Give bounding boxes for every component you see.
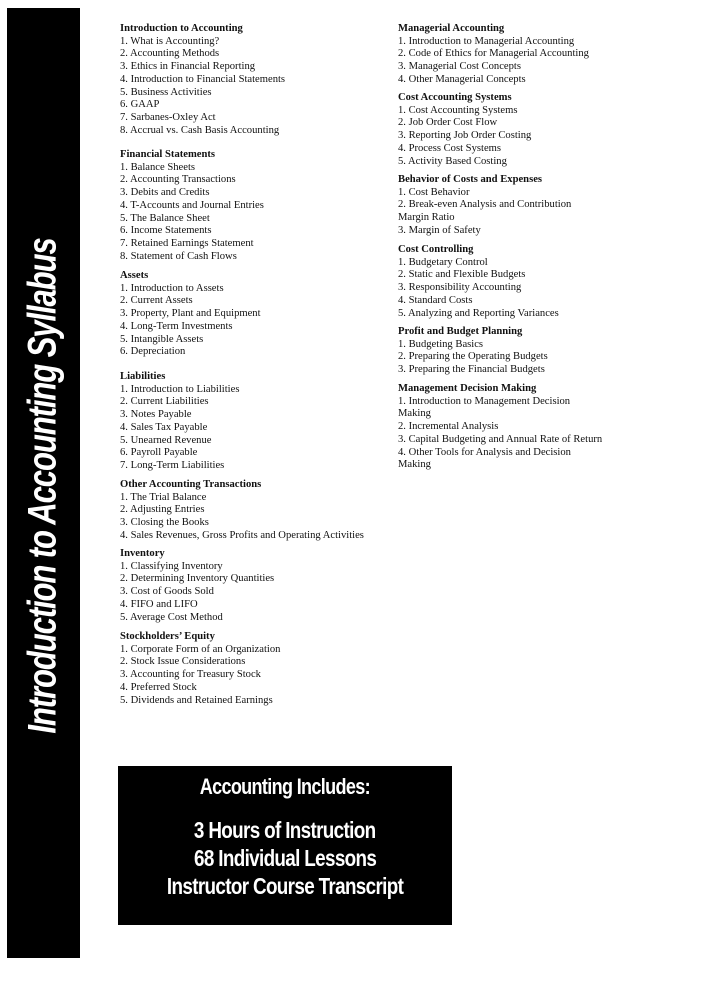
- includes-item-text: Instructor Course Transcript: [166, 873, 404, 899]
- section-heading: Other Accounting Transactions: [120, 479, 262, 490]
- lesson-item: 4. FIFO and LIFO: [120, 598, 198, 610]
- includes-item-text: 68 Individual Lessons: [193, 845, 377, 871]
- section-heading: Cost Accounting Systems: [398, 92, 512, 103]
- lesson-list: [398, 396, 603, 472]
- lesson-item: 2. Current Liabilities: [120, 396, 209, 408]
- lesson-item: 7. Retained Earnings Statement: [120, 237, 254, 249]
- lesson-item: 2. Adjusting Entries: [120, 504, 205, 516]
- lesson-list: [120, 561, 380, 625]
- lesson-item: 6. Depreciation: [120, 346, 186, 358]
- lesson-item: 3. Accounting for Treasury Stock: [120, 669, 261, 681]
- lesson-item: 1. Balance Sheets: [120, 161, 196, 173]
- section-heading: Behavior of Costs and Expenses: [398, 174, 543, 185]
- section-heading: Assets: [120, 270, 149, 281]
- lesson-item: 4. Other Tools for Analysis and Decision Making: [398, 446, 571, 471]
- includes-list: [118, 816, 452, 900]
- section-financial-statements: [120, 149, 380, 263]
- section-heading: Introduction to Accounting: [120, 23, 243, 34]
- section-heading: Cost Controlling: [398, 244, 474, 255]
- section-heading: Stockholders’ Equity: [120, 631, 215, 642]
- lesson-item: 1. Corporate Form of an Organization: [120, 643, 281, 655]
- vertical-title: [21, 169, 66, 804]
- lesson-item: 1. Classifying Inventory: [120, 560, 223, 572]
- lesson-item: 3. Notes Payable: [120, 409, 192, 421]
- lesson-item: 2. Code of Ethics for Managerial Accounting: [398, 48, 589, 60]
- lesson-item: 1. What is Accounting?: [120, 35, 220, 47]
- lesson-item: 3. Margin of Safety: [398, 224, 481, 236]
- section-cost-accounting-systems: [398, 92, 603, 168]
- includes-heading: [118, 774, 452, 800]
- lesson-item: 5. Dividends and Retained Earnings: [120, 694, 273, 706]
- lesson-item: 2. Determining Inventory Quantities: [120, 573, 275, 585]
- lesson-item: 7. Sarbanes-Oxley Act: [120, 111, 216, 123]
- lesson-list: [120, 492, 380, 543]
- section-heading: Management Decision Making: [398, 383, 537, 394]
- section-liabilities: [120, 371, 380, 473]
- lesson-item: 2. Static and Flexible Budgets: [398, 269, 526, 281]
- lesson-item: 5. The Balance Sheet: [120, 212, 210, 224]
- lesson-item: 5. Intangible Assets: [120, 333, 204, 345]
- section-cost-controlling: [398, 244, 603, 320]
- includes-heading-text: Accounting Includes:: [199, 774, 371, 799]
- lesson-list: [120, 36, 380, 138]
- sidebar-banner: [7, 8, 80, 958]
- lesson-item: 2. Stock Issue Considerations: [120, 656, 246, 668]
- lesson-list: [120, 283, 380, 359]
- section-introduction-to-accounting: [120, 23, 380, 137]
- lesson-item: 7. Long-Term Liabilities: [120, 459, 225, 471]
- lesson-item: 6. Payroll Payable: [120, 447, 198, 459]
- section-heading: Liabilities: [120, 371, 166, 382]
- lesson-item: 1. Introduction to Management Decision Making: [398, 395, 571, 420]
- lesson-item: 4. Other Managerial Concepts: [398, 73, 526, 85]
- lesson-item: 8. Statement of Cash Flows: [120, 250, 237, 262]
- section-other-accounting-transactions: [120, 479, 380, 543]
- lesson-item: 2. Current Assets: [120, 295, 193, 307]
- lesson-item: 2. Break-even Analysis and Contribution Margin Ratio: [398, 199, 572, 224]
- section-stockholders-equity: [120, 631, 380, 707]
- lesson-item: 5. Analyzing and Reporting Variances: [398, 307, 559, 319]
- lesson-item: 5. Business Activities: [120, 86, 212, 98]
- section-heading: Inventory: [120, 548, 165, 559]
- lesson-item: 3. Cost of Goods Sold: [120, 586, 214, 598]
- vertical-title-text: Introduction to Accounting Syllabus: [20, 238, 65, 734]
- lesson-item: 4. Process Cost Systems: [398, 142, 502, 154]
- lesson-item: 3. Preparing the Financial Budgets: [398, 364, 545, 376]
- section-inventory: [120, 548, 380, 624]
- section-heading: Managerial Accounting: [398, 23, 505, 34]
- lesson-list: [120, 162, 380, 264]
- course-includes-box: [118, 766, 452, 925]
- lesson-item: 3. Managerial Cost Concepts: [398, 61, 521, 73]
- lesson-list: [398, 187, 603, 238]
- section-heading: Profit and Budget Planning: [398, 326, 523, 337]
- lesson-item: 3. Ethics in Financial Reporting: [120, 61, 256, 73]
- lesson-item: 1. Introduction to Managerial Accounting: [398, 35, 575, 47]
- lesson-item: 3. Closing the Books: [120, 517, 209, 529]
- lesson-item: 1. Cost Accounting Systems: [398, 104, 518, 116]
- section-behavior-of-costs-and-expenses: [398, 174, 603, 238]
- lesson-item: 4. Preferred Stock: [120, 681, 197, 693]
- lesson-item: 2. Incremental Analysis: [398, 421, 499, 433]
- includes-item: [118, 844, 452, 872]
- section-management-decision-making: [398, 383, 603, 472]
- lesson-item: 1. Cost Behavior: [398, 186, 470, 198]
- lesson-list: [398, 257, 603, 321]
- lesson-item: 2. Preparing the Operating Budgets: [398, 351, 548, 363]
- lesson-item: 4. Long-Term Investments: [120, 320, 233, 332]
- lesson-item: 1. Introduction to Assets: [120, 282, 224, 294]
- lesson-item: 4. Sales Tax Payable: [120, 421, 208, 433]
- section-managerial-accounting: [398, 23, 603, 87]
- section-assets: [120, 270, 380, 359]
- lesson-item: 3. Property, Plant and Equipment: [120, 308, 261, 320]
- lesson-item: 1. Introduction to Liabilities: [120, 383, 240, 395]
- lesson-item: 1. Budgeting Basics: [398, 338, 484, 350]
- lesson-list: [120, 644, 380, 708]
- lesson-item: 4. Standard Costs: [398, 294, 473, 306]
- section-profit-and-budget-planning: [398, 326, 603, 377]
- lesson-item: 5. Unearned Revenue: [120, 434, 212, 446]
- lesson-item: 1. The Trial Balance: [120, 491, 207, 503]
- lesson-item: 4. Introduction to Financial Statements: [120, 73, 286, 85]
- lesson-list: [398, 339, 603, 377]
- lesson-item: 6. GAAP: [120, 99, 160, 111]
- section-heading: Financial Statements: [120, 149, 216, 160]
- includes-item-text: 3 Hours of Instruction: [194, 817, 376, 843]
- lesson-item: 3. Responsibility Accounting: [398, 282, 522, 294]
- lesson-list: [398, 36, 603, 87]
- lesson-item: 2. Job Order Cost Flow: [398, 117, 498, 129]
- lesson-item: 8. Accrual vs. Cash Basis Accounting: [120, 124, 280, 136]
- lesson-item: 5. Average Cost Method: [120, 611, 223, 623]
- lesson-item: 3. Debits and Credits: [120, 187, 210, 199]
- lesson-item: 3. Reporting Job Order Costing: [398, 130, 532, 142]
- lesson-item: 5. Activity Based Costing: [398, 155, 507, 167]
- lesson-list: [120, 384, 380, 473]
- lesson-item: 6. Income Statements: [120, 225, 212, 237]
- lesson-item: 4. T-Accounts and Journal Entries: [120, 199, 264, 211]
- lesson-item: 2. Accounting Methods: [120, 48, 220, 60]
- lesson-item: 3. Capital Budgeting and Annual Rate of Return: [398, 433, 603, 445]
- lesson-item: 2. Accounting Transactions: [120, 174, 236, 186]
- lesson-list: [398, 105, 603, 169]
- includes-item: [118, 816, 452, 844]
- includes-item: [118, 872, 452, 900]
- lesson-item: 4. Sales Revenues, Gross Profits and Operating Activities: [120, 529, 364, 541]
- lesson-item: 1. Budgetary Control: [398, 256, 488, 268]
